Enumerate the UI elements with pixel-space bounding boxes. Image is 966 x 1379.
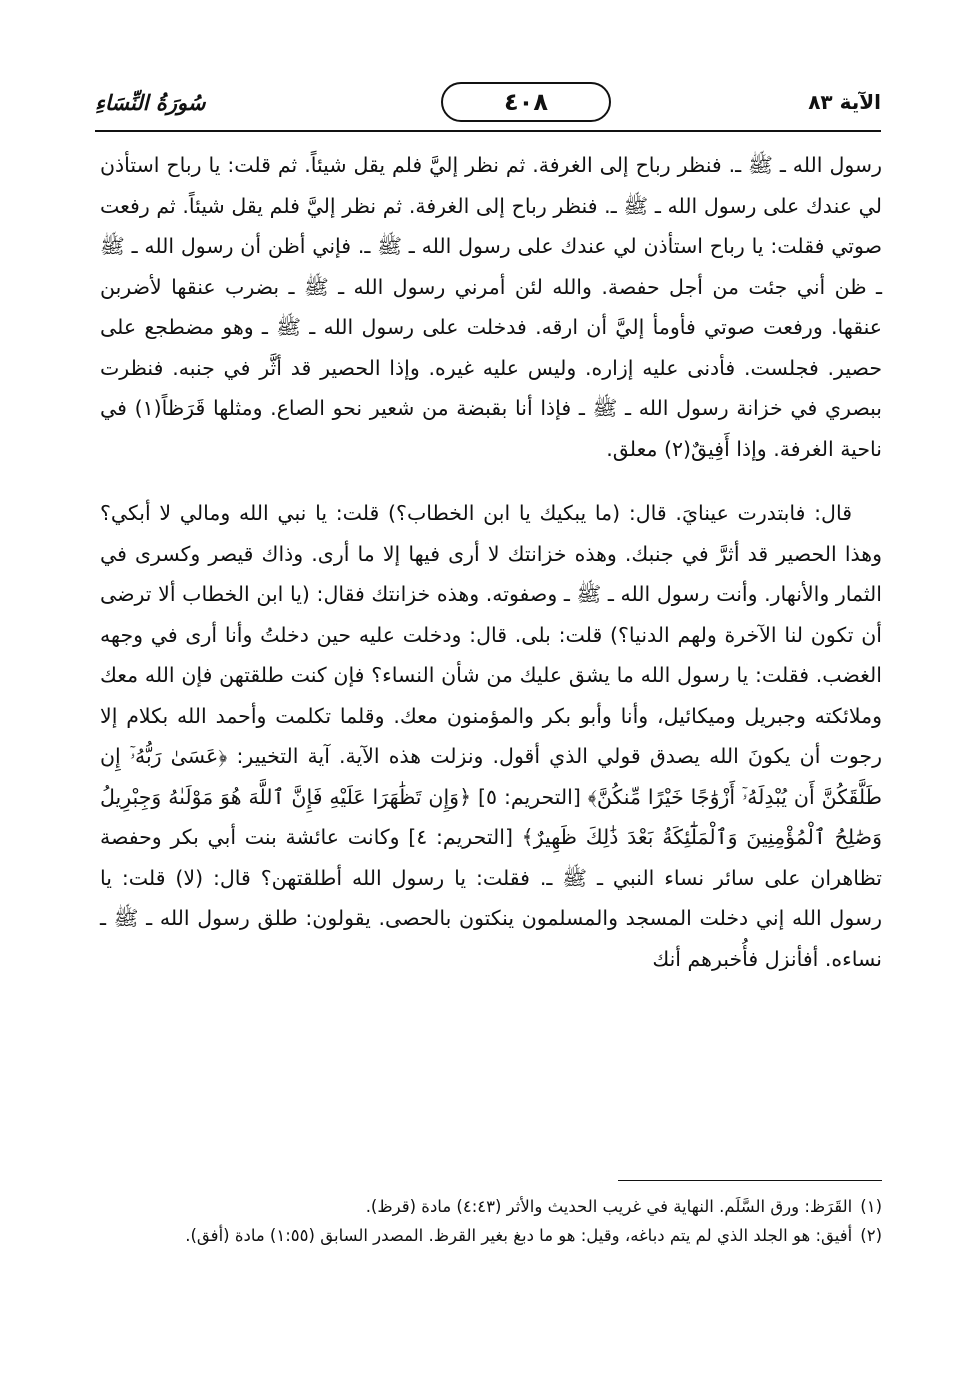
main-text: [100, 145, 882, 979]
footnote-1: [100, 1192, 882, 1221]
paragraph-2: قال: فابتدرت عينايَ. قال: (ما يبكيك يا ابن الخطاب؟) قلت: يا نبي الله ومالي لا أبكي؟ وهذا الحصير قد أثرَّ في جنبك. وهذه خزانتك لا أرى فيها إلا ما أرى. وذاك قيصر وكسرى في الثمار والأنهار. وأنت رسول الله ـ ﷺ ـ وصفوته. وهذه خزانتك فقال: (يا ابن الخطاب ألا ترضى أن تكون لنا الآخرة ولهم الدنيا؟) قلت: بلى. قال: ودخلت عليه حين دخلتُ وأنا أرى في وجهه الغضب. فقلت: يا رسول الله ما يشق عليك من شأن النساء؟ فإن كنت طلقتهن فإن الله معك وملائكته وجبريل وميكائيل، وأنا وأبو بكر والمؤمنون معك. وقلما تكلمت وأحمد الله بكلام إلا رجوت أن يكونَ الله يصدق قولي الذي أقول. ونزلت هذه الآية. آية التخيير: ﴿عَسَىٰ رَبُّهُۥٓ إِن طَلَّقَكُنَّ أَن يُبْدِلَهُۥٓ أَزْوَٰجًا خَيْرًا مِّنكُنَّ﴾ [التحريم: ٥] ﴿وَإِن تَظَٰهَرَا عَلَيْهِ فَإِنَّ ٱللَّهَ هُوَ مَوْلَىٰهُ وَجِبْرِيلُ وَصَٰلِحُ ٱلْمُؤْمِنِينَ وَٱلْمَلَٰٓئِكَةُ بَعْدَ ذَٰلِكَ ظَهِيرٌ﴾ [التحريم: ٤] وكانت عائشة بنت أبي بكر وحفصة تظاهران على سائر نساء النبي ـ ﷺ ـ. فقلت: يا رسول الله أطلقتهن؟ قال: (لا) قلت: يا رسول الله إني دخلت المسجد والمسلمون ينكتون بالحصى. يقولون: طلق رسول الله ـ ﷺ ـ نساءه. أفأنزل فأُخبرهم أنك: [100, 501, 883, 971]
footnote-text: أفيق: هو الجلد الذي لم يتم دباغه، وقيل: هو ما دبغ بغير القرظ. المصدر السابق (١:٥٥) مادة (أفق).: [185, 1226, 853, 1245]
footnote-rule: [618, 1180, 882, 1181]
footnote-2: [100, 1221, 882, 1250]
footnotes: [100, 1192, 882, 1250]
footnote-number: (١): [860, 1197, 882, 1216]
footnote-number: (٢): [860, 1226, 882, 1245]
surah-name: سُورَةُ النِّسَاءِ: [95, 90, 206, 115]
header-rule: [95, 130, 881, 132]
page-number: ٤٠٨: [441, 82, 611, 122]
page-header: [95, 80, 881, 128]
footnote-text: القَرَظ: ورق السَّلَم. النهاية في غريب الحديث والأثر (٤:٤٣) مادة (قرظ).: [365, 1197, 853, 1216]
verse-label: الآية ٨٣: [808, 90, 881, 114]
paragraph-1: رسول الله ـ ﷺ ـ. فنظر رباح إلى الغرفة. ثم نظر إليَّ فلم يقل شيئاً. ثم قلت: يا رباح استأذن لي عندك على رسول الله ـ ﷺ ـ. فنظر رباح إلى الغرفة. ثم نظر إليَّ فلم يقل شيئاً. ثم رفعت صوتي فقلت: يا رباح استأذن لي عندك على رسول الله ـ ﷺ ـ. فإني أظن أن رسول الله ـ ﷺ ـ ظن أني جئت من أجل حفصة. والله لئن أمرني رسول الله ـ ﷺ ـ بضرب عنقها لأضربن عنقها. ورفعت صوتي فأومأ إليَّ أن ارقه. فدخلت على رسول الله ـ ﷺ ـ وهو مضطجع على حصير. فجلست. فأدنى عليه إزاره. وليس عليه غيره. وإذا الحصير قد أثَّر في جنبه. فنظرت ببصري في خزانة رسول الله ـ ﷺ ـ فإذا أنا بقبضة من شعير نحو الصاع. ومثلها قَرَظاً(١) في ناحية الغرفة. وإذا أَفِيقٌ(٢) معلق.: [100, 153, 883, 461]
